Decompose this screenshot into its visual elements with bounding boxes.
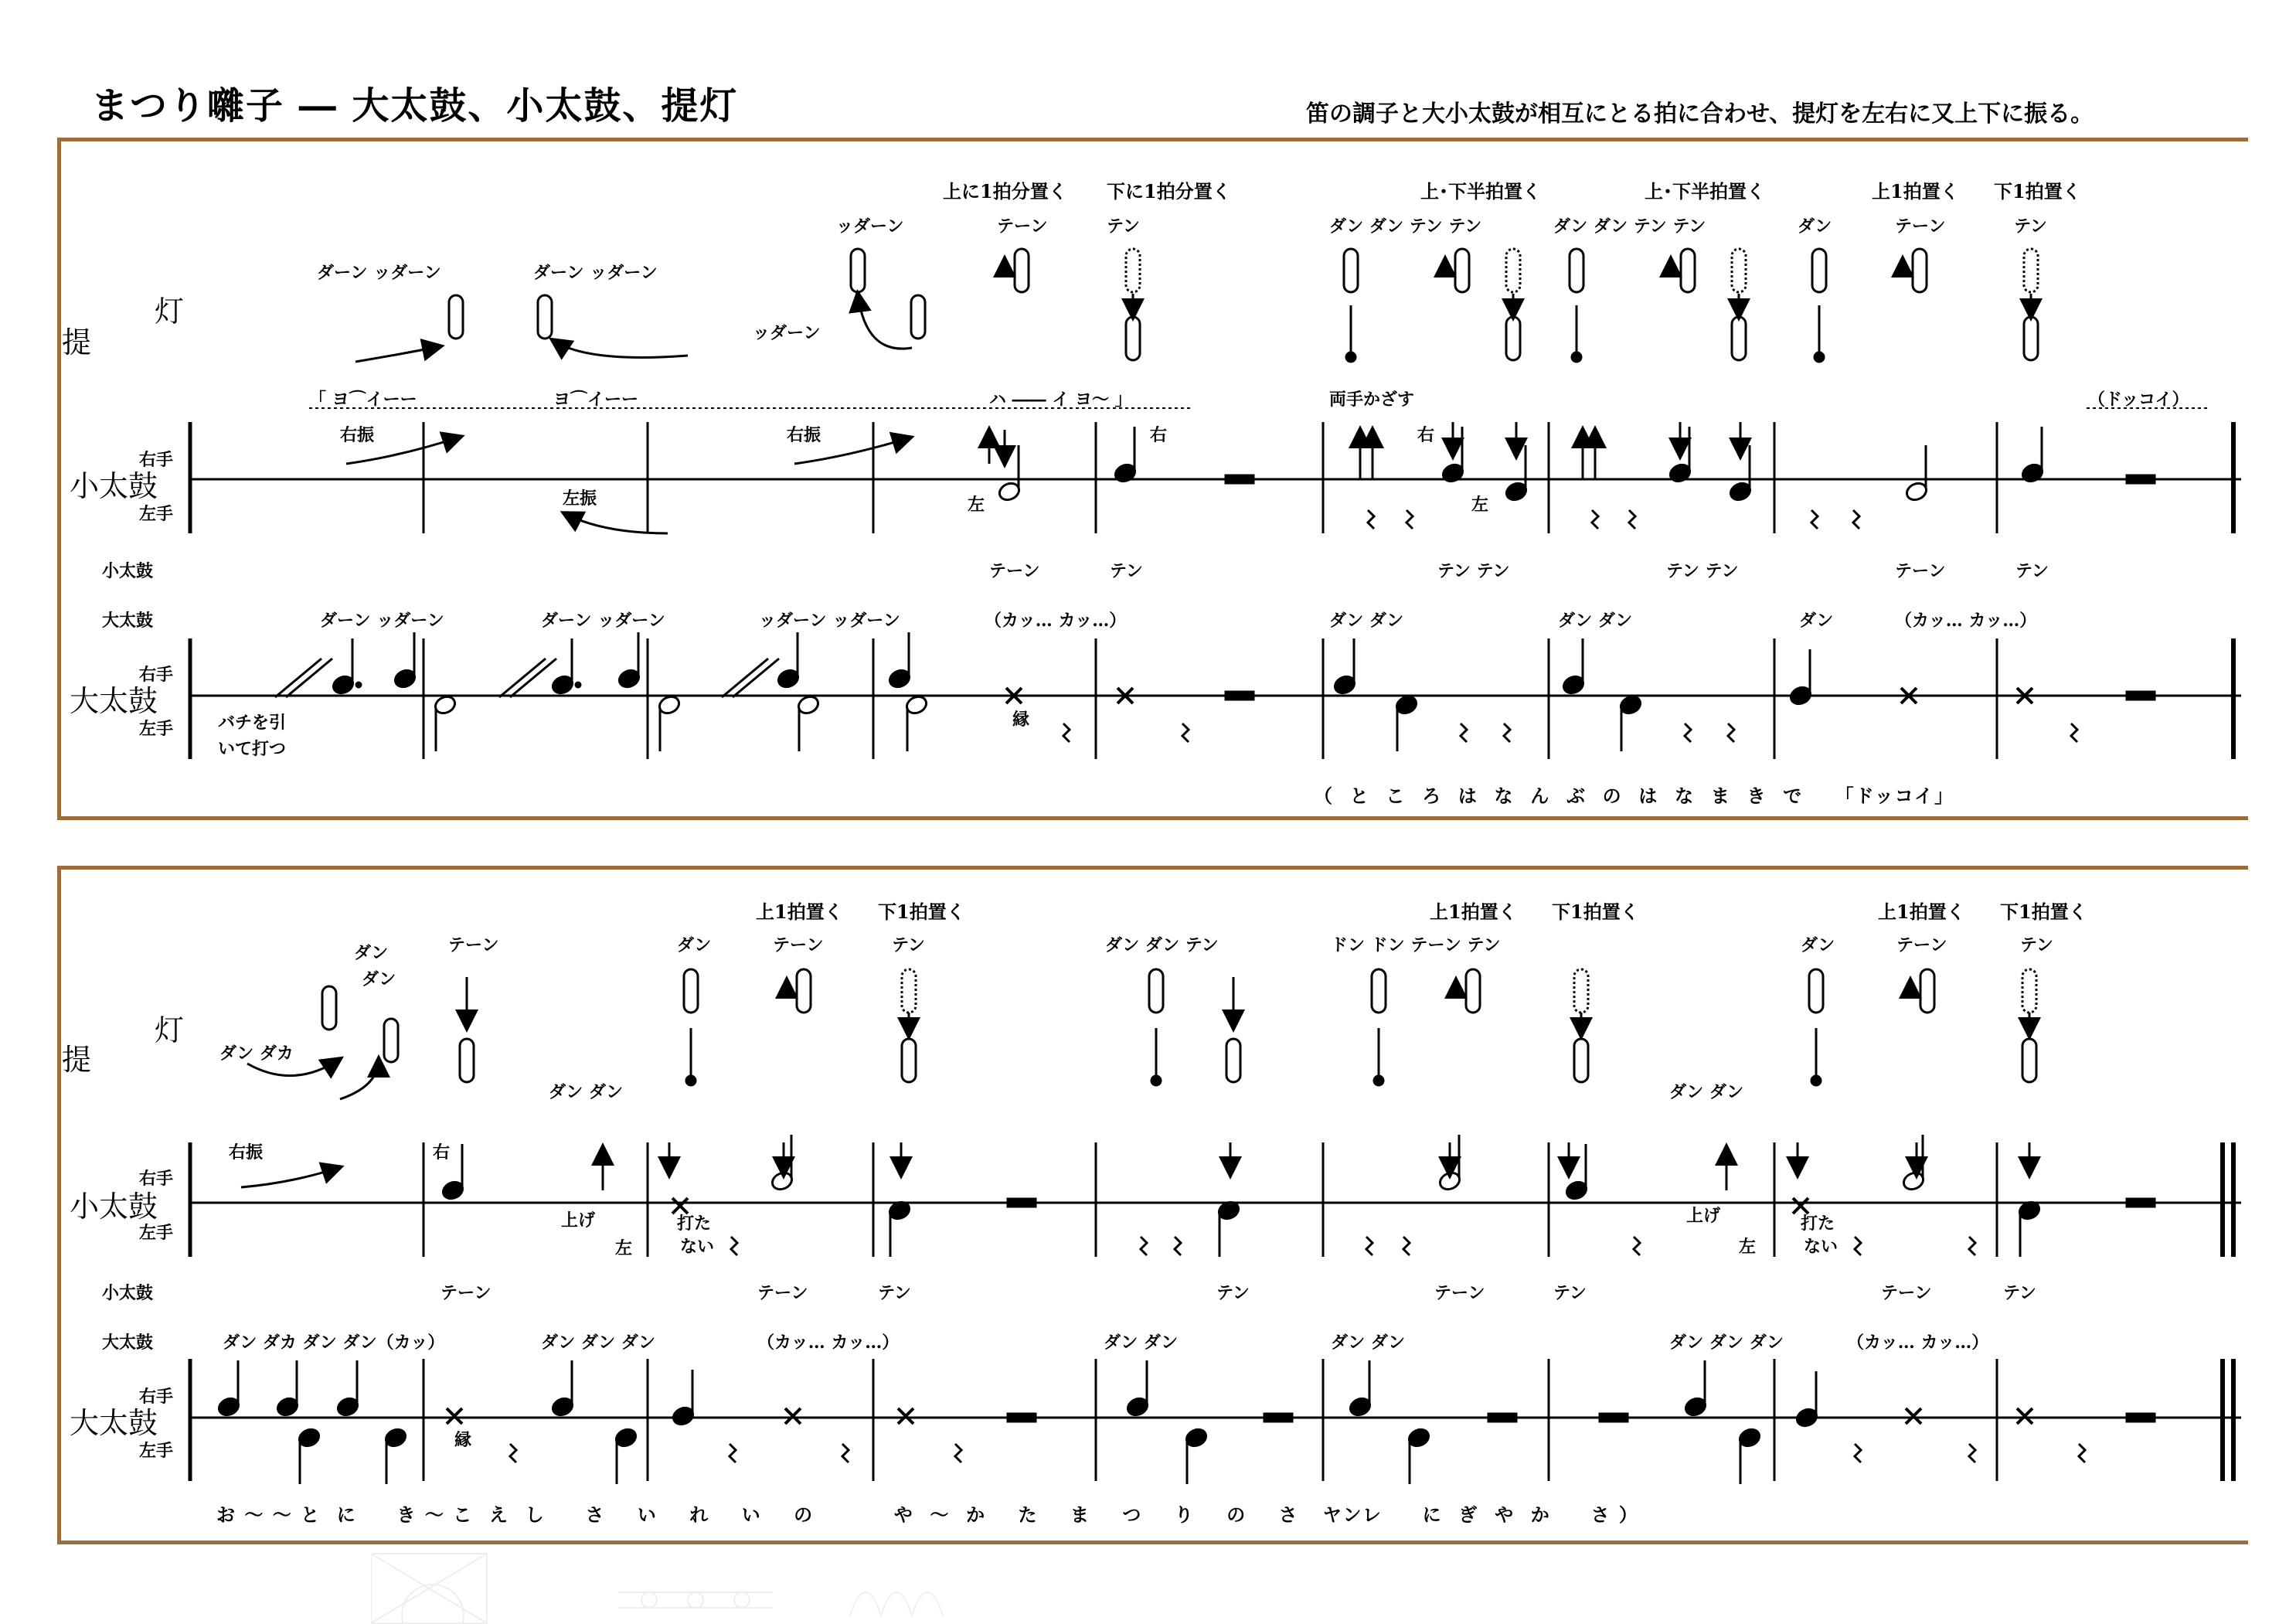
- lantern-call: テーン: [1895, 216, 1946, 237]
- lantern-icon: [538, 295, 552, 339]
- lantern-icon: [1226, 1039, 1240, 1082]
- lantern-direction: 上･下半拍置く: [1645, 180, 1765, 203]
- left-hand-label: 左手: [139, 1441, 174, 1461]
- rest-icon: [955, 1444, 961, 1462]
- swing-arrow: [794, 437, 910, 464]
- watermark-graphic: [371, 1546, 1066, 1624]
- both-hands-label: 両手かざす: [1329, 390, 1415, 410]
- odaiko-call: （カッ… カッ…）: [1895, 611, 2037, 631]
- stroke-arrow: [733, 659, 779, 697]
- stroke-arrow: [499, 659, 546, 697]
- flute-line: ハ ―― イ ヨ～ 」: [989, 390, 1132, 410]
- lantern-icon: [1681, 249, 1695, 292]
- lantern-icon: [1809, 969, 1823, 1013]
- lantern-call: テン: [2014, 216, 2047, 237]
- whole-rest: [1008, 1414, 1036, 1421]
- odaiko-call: （カッ… カッ…）: [757, 1333, 900, 1353]
- kodaiko-mark: 右振: [340, 425, 375, 445]
- whole-rest: [1488, 1414, 1516, 1421]
- lantern-icon: [1574, 1039, 1588, 1082]
- lantern-base: [1374, 1076, 1383, 1085]
- lantern-call: テン: [1107, 216, 1140, 237]
- rest-icon: [1855, 1444, 1861, 1462]
- kodaiko-mark: 上げ: [561, 1210, 596, 1231]
- swing-arrow: [247, 1059, 340, 1076]
- lantern-icon: [1126, 249, 1140, 292]
- odaiko-small-label: 大太鼓: [102, 611, 154, 631]
- lantern-direction: 上1拍置く: [1430, 901, 1517, 923]
- lantern-icon: [2022, 969, 2036, 1013]
- lantern-lower-call: ダン ダン: [1669, 1082, 1744, 1102]
- chochin-label-2: 灯: [155, 294, 185, 329]
- rest-icon: [1504, 723, 1510, 742]
- chochin-label-1: 提: [62, 1043, 92, 1077]
- swing-arrow: [355, 346, 440, 362]
- lantern-icon: [797, 969, 811, 1013]
- lantern-icon: [2022, 1039, 2036, 1082]
- lantern-icon: [911, 295, 925, 339]
- lantern-call: テーン: [1896, 935, 1947, 955]
- kodaiko-mark: ない: [1804, 1237, 1839, 1257]
- kodaiko-call: テーン: [757, 1283, 808, 1303]
- rest-icon: [1811, 510, 1818, 529]
- rest-icon: [1728, 723, 1734, 742]
- odaiko-call: ダン ダン ダン: [1669, 1333, 1784, 1353]
- lantern-call: テン: [2020, 935, 2053, 955]
- lantern-direction: 上に1拍分置く: [943, 180, 1067, 203]
- whole-rest: [1008, 1199, 1036, 1207]
- lantern-direction: 下1拍置く: [1552, 901, 1639, 923]
- kodaiko-mark: 左: [968, 495, 985, 515]
- stroke-arrow: [510, 659, 556, 697]
- odaiko-note: バチを引: [218, 713, 287, 733]
- lantern-icon: [1506, 249, 1520, 292]
- swing-arrow: [340, 1059, 379, 1099]
- left-hand-label: 左手: [139, 1223, 174, 1243]
- odaiko-note: 縁: [1012, 710, 1030, 730]
- lantern-call: ドン ドン テーン テン: [1331, 935, 1501, 955]
- rest-icon: [1629, 510, 1635, 529]
- lantern-icon: [2024, 317, 2038, 360]
- lantern-icon: [1149, 969, 1163, 1013]
- right-hand-label: 右手: [139, 1387, 174, 1407]
- kodaiko-call: テーン: [440, 1283, 492, 1303]
- whole-rest: [2127, 1199, 2155, 1207]
- kodaiko-mark: 左振: [563, 489, 597, 509]
- kodaiko-mark: 上げ: [1686, 1206, 1721, 1226]
- odaiko-note: いて打つ: [218, 739, 287, 759]
- lantern-direction: 上1拍置く: [1872, 180, 1959, 203]
- lantern-icon: [384, 1019, 398, 1062]
- lantern-icon: [1812, 249, 1826, 292]
- whole-rest: [2127, 475, 2155, 483]
- lantern-direction: 上･下半拍置く: [1420, 180, 1541, 203]
- kodaiko-call: テーン: [1434, 1283, 1485, 1303]
- swing-arrow: [241, 1167, 340, 1187]
- lantern-icon: [1574, 969, 1588, 1013]
- kodaiko-mark: 右振: [787, 425, 821, 445]
- left-hand-label: 左手: [139, 719, 174, 739]
- whole-rest: [2127, 1414, 2155, 1421]
- odaiko-call: ッダーン ッダーン: [759, 611, 900, 631]
- lantern-icon: [1570, 249, 1583, 292]
- rest-icon: [842, 1444, 849, 1462]
- kodaiko-call: テン: [878, 1283, 911, 1303]
- whole-rest: [1600, 1414, 1628, 1421]
- lantern-direction: 上1拍置く: [756, 901, 843, 923]
- dot: [576, 683, 580, 687]
- lantern-direction: 下1拍置く: [2000, 901, 2087, 923]
- rest-icon: [1403, 1237, 1410, 1255]
- chochin-label-2: 灯: [155, 1013, 185, 1047]
- kodaiko-call: テン: [2015, 561, 2049, 581]
- lantern-base: [1151, 1076, 1161, 1085]
- odaiko-label: 大太鼓: [70, 684, 158, 718]
- rest-icon: [1969, 1237, 1975, 1255]
- right-hand-label: 右手: [139, 1169, 174, 1189]
- lantern-icon: [1506, 317, 1520, 360]
- lyrics-line-1: （ と こ ろ は な ん ぶ の は な ま き で 「ドッコイ」: [1314, 785, 1954, 807]
- swing-arrow: [346, 437, 461, 464]
- lantern-lower-call: ダン ダン: [549, 1082, 624, 1102]
- odaiko-call: ダン ダン: [1329, 611, 1404, 631]
- lantern-icon: [684, 969, 698, 1013]
- lantern-icon: [2024, 249, 2038, 292]
- odaiko-call: ダーン ッダーン: [320, 611, 444, 631]
- lantern-call: ッダーン: [836, 216, 904, 237]
- lantern-call: ダン ダン テン テン: [1553, 216, 1706, 237]
- kodaiko-small-label: 小太鼓: [102, 561, 154, 581]
- lantern-icon: [902, 1039, 916, 1082]
- rest-icon: [1969, 1444, 1975, 1462]
- left-hand-label: 左手: [139, 504, 174, 524]
- lantern-icon: [851, 249, 865, 292]
- rest-icon: [1368, 510, 1374, 529]
- rest-icon: [730, 1444, 736, 1462]
- kodaiko-mark: 左: [615, 1238, 633, 1258]
- kodaiko-call: テン テン: [1437, 561, 1510, 581]
- rest-icon: [1141, 1237, 1147, 1255]
- lantern-call: ダーン ッダーン: [317, 263, 441, 283]
- odaiko-call: ダン ダカ ダン ダン（カッ）: [223, 1333, 445, 1353]
- rest-icon: [1685, 723, 1691, 742]
- lantern-call: ダン: [677, 935, 712, 955]
- lantern-call: ダン ダン テン: [1105, 935, 1219, 955]
- lantern-icon: [449, 295, 463, 339]
- rest-icon: [1592, 510, 1598, 529]
- swing-arrow: [858, 294, 912, 349]
- kodaiko-call: テーン: [989, 561, 1040, 581]
- page-subtitle: 笛の調子と大小太鼓が相互にとる拍に合わせ、提灯を左右に又上下に振る。: [1306, 100, 2094, 128]
- whole-rest: [1226, 475, 1253, 483]
- lantern-direction: 下1拍置く: [878, 901, 965, 923]
- chochin-label-1: 提: [62, 325, 92, 359]
- kodaiko-small-label: 小太鼓: [102, 1283, 154, 1303]
- kodaiko-call: テーン: [1895, 561, 1946, 581]
- lantern-icon: [1344, 249, 1358, 292]
- lantern-call: テーン: [448, 935, 499, 955]
- lantern-base: [686, 1076, 696, 1085]
- rest-icon: [1461, 723, 1467, 742]
- dokkoi-label: （ドッコイ）: [2088, 390, 2189, 410]
- kodaiko-call: テーン: [1881, 1283, 1932, 1303]
- lantern-call: ダン ダカ: [219, 1044, 294, 1064]
- lantern-call: ダン ダン テン テン: [1329, 216, 1482, 237]
- kodaiko-call: テン: [2003, 1283, 2036, 1303]
- odaiko-note: 縁: [454, 1430, 472, 1450]
- lantern-direction: 下に1拍分置く: [1107, 180, 1231, 203]
- lantern-base: [1815, 352, 1824, 362]
- odaiko-call: ダン ダン: [1558, 611, 1633, 631]
- right-hand-label: 右手: [139, 450, 174, 470]
- kodaiko-mark: 左: [1739, 1237, 1757, 1257]
- rest-icon: [2071, 723, 2077, 742]
- rest-icon: [510, 1444, 516, 1462]
- rest-icon: [1407, 510, 1413, 529]
- kodaiko-label: 小太鼓: [70, 1190, 158, 1224]
- lantern-call: ダン: [362, 969, 396, 989]
- stroke-arrow: [275, 659, 321, 697]
- whole-rest: [1226, 692, 1253, 700]
- lantern-call: ダン: [1798, 216, 1832, 237]
- rest-icon: [1063, 723, 1070, 742]
- kodaiko-mark: 右: [1417, 425, 1435, 445]
- lantern-base: [1572, 352, 1581, 362]
- lantern-icon: [460, 1039, 474, 1082]
- lantern-direction: 上1拍置く: [1878, 901, 1965, 923]
- odaiko-call: ダン ダン: [1331, 1333, 1406, 1353]
- swing-arrow: [553, 340, 688, 358]
- lantern-icon: [1920, 969, 1934, 1013]
- right-hand-label: 右手: [139, 665, 174, 685]
- odaiko-label: 大太鼓: [70, 1406, 158, 1440]
- lantern-call: テーン: [997, 216, 1048, 237]
- rest-icon: [1182, 723, 1189, 742]
- lantern-call: ダーン ッダーン: [533, 263, 658, 283]
- swing-arrow: [564, 513, 668, 533]
- lantern-icon: [1372, 969, 1386, 1013]
- flute-line: ヨ⌒イーー: [553, 390, 639, 410]
- dot: [356, 683, 361, 687]
- lantern-icon: [1732, 317, 1746, 360]
- lantern-call: ッダーン: [753, 323, 821, 343]
- rest-icon: [1175, 1237, 1181, 1255]
- lantern-icon: [1466, 969, 1480, 1013]
- kodaiko-mark: 右振: [229, 1142, 264, 1163]
- odaiko-call: （カッ… カッ…）: [985, 611, 1127, 631]
- kodaiko-call: テン テン: [1666, 561, 1739, 581]
- lantern-call: テーン: [773, 935, 824, 955]
- lantern-call: ダン: [1801, 935, 1835, 955]
- stroke-arrow: [722, 659, 768, 697]
- odaiko-call: ダーン ッダーン: [541, 611, 665, 631]
- kodaiko-mark: ない: [680, 1237, 715, 1257]
- lantern-call: テン: [892, 935, 925, 955]
- lantern-base: [1346, 352, 1355, 362]
- odaiko-call: （カッ… カッ…）: [1847, 1333, 1989, 1353]
- odaiko-call: ダン ダン ダン: [541, 1333, 655, 1353]
- rest-icon: [1634, 1237, 1640, 1255]
- lantern-direction: 下1拍置く: [1994, 180, 2081, 203]
- lantern-icon: [902, 969, 916, 1013]
- rest-icon: [731, 1237, 737, 1255]
- kodaiko-call: テン: [1110, 561, 1143, 581]
- odaiko-small-label: 大太鼓: [102, 1333, 154, 1353]
- stroke-arrow: [286, 659, 332, 697]
- odaiko-call: ダン: [1799, 611, 1834, 631]
- lantern-icon: [322, 986, 336, 1030]
- kodaiko-label: 小太鼓: [70, 469, 158, 503]
- lyrics-line-2: お ～ ～ と に き ～ こ え し さ い れ い の や ～ か た ま つ り の さ ヤンレ に ぎ や か さ ）: [216, 1503, 1639, 1526]
- kodaiko-mark: 右: [1150, 425, 1168, 445]
- rest-icon: [1853, 510, 1859, 529]
- odaiko-call: ダン ダン: [1104, 1333, 1179, 1353]
- kodaiko-mark: 打た: [1801, 1214, 1835, 1234]
- lantern-icon: [1455, 249, 1469, 292]
- lantern-base: [1811, 1076, 1821, 1085]
- lantern-icon: [1015, 249, 1029, 292]
- rest-icon: [1855, 1237, 1861, 1255]
- lantern-call: ダン: [354, 943, 389, 963]
- rest-icon: [1366, 1237, 1372, 1255]
- page-title: まつり囃子 ― 大太鼓、小太鼓、提灯: [91, 84, 739, 128]
- lantern-icon: [1732, 249, 1746, 292]
- kodaiko-call: テン: [1216, 1283, 1250, 1303]
- kodaiko-call: テン: [1553, 1283, 1587, 1303]
- rest-icon: [2079, 1444, 2085, 1462]
- whole-rest: [1264, 1414, 1292, 1421]
- kodaiko-mark: 左: [1471, 495, 1489, 515]
- whole-rest: [2127, 692, 2155, 700]
- lantern-icon: [1913, 249, 1927, 292]
- kodaiko-mark: 打た: [677, 1214, 712, 1234]
- lantern-icon: [1126, 317, 1140, 360]
- flute-line: 「 ヨ⌒イーー: [309, 390, 417, 410]
- kodaiko-mark: 右: [433, 1142, 451, 1163]
